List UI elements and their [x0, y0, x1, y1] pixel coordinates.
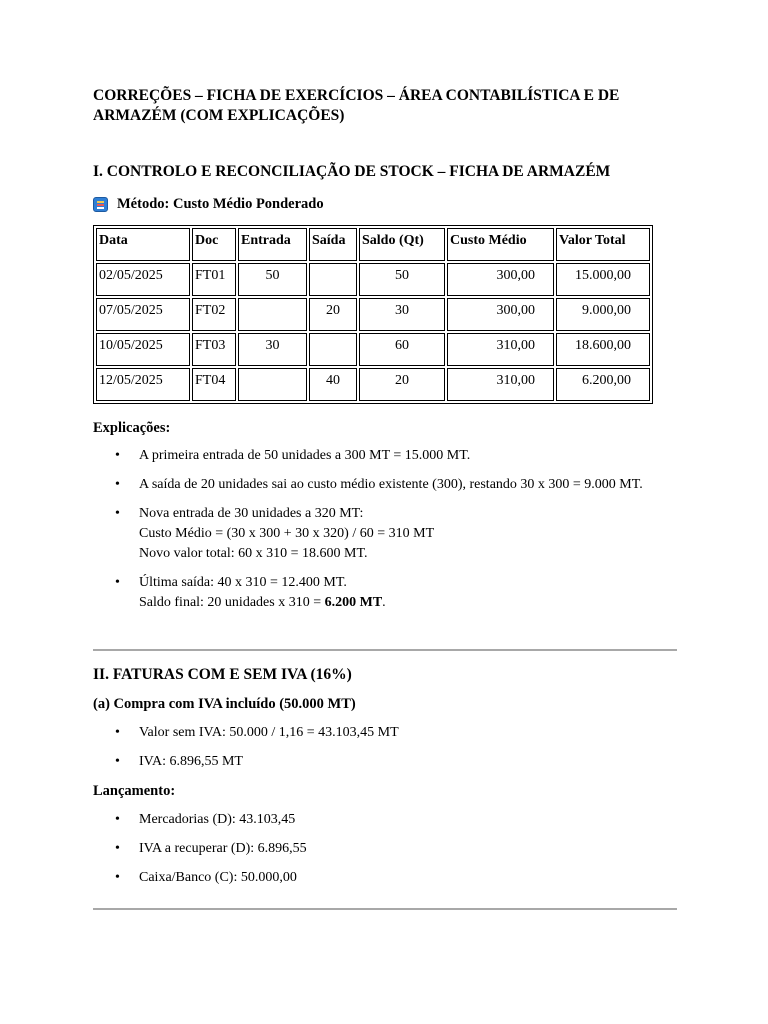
- explanation-item: [93, 573, 677, 613]
- explanation-item: [93, 475, 677, 495]
- entry-label: Lançamento:: [93, 783, 176, 799]
- table-cell: 310,00: [447, 333, 554, 366]
- table-header-cell: Saída: [309, 228, 357, 261]
- section-2-subheading: (a) Compra com IVA incluído (50.000 MT): [93, 696, 356, 712]
- table-header-cell: Doc: [192, 228, 236, 261]
- table-row: [96, 333, 650, 366]
- table-cell: 30: [238, 333, 307, 366]
- table-cell: 07/05/2025: [96, 298, 190, 331]
- iva-item: • IVA: 6.896,55 MT: [93, 752, 677, 772]
- table-cell: 310,00: [447, 368, 554, 401]
- document-title: CORREÇÕES – FICHA DE EXERCÍCIOS – ÁREA CONTABILÍSTICA E DE ARMAZÉM (COM EXPLICAÇÕES): [93, 87, 620, 124]
- table-cell: 10/05/2025: [96, 333, 190, 366]
- entry-item: • Mercadorias (D): 43.103,45: [93, 810, 677, 830]
- explanation-line: • A saída de 20 unidades sai ao custo médio existente (300), restando 30 x 300 = 9.000 MT.: [139, 477, 643, 492]
- explanation-line: Novo valor total: 60 x 310 = 18.600 MT.: [139, 546, 368, 561]
- explanation-text: .: [382, 595, 386, 610]
- table-header-cell: Data: [96, 228, 190, 261]
- method-label: Método: Custo Médio Ponderado: [117, 196, 324, 212]
- iva-items-list: [93, 723, 677, 781]
- table-cell: 20: [309, 298, 357, 331]
- method-line: [93, 195, 324, 213]
- table-cell: FT03: [192, 333, 236, 366]
- entries-list: [93, 810, 677, 897]
- section-divider: [93, 649, 677, 651]
- explanations-label: Explicações:: [93, 420, 171, 436]
- stock-table: [93, 225, 653, 404]
- explanations-list: [93, 446, 677, 622]
- table-cell: 50: [238, 263, 307, 296]
- explanation-line: • Nova entrada de 30 unidades a 320 MT:: [139, 506, 364, 521]
- table-header-cell: Custo Médio: [447, 228, 554, 261]
- table-header-cell: Saldo (Qt): [359, 228, 445, 261]
- section-1-heading: I. CONTROLO E RECONCILIAÇÃO DE STOCK – FICHA DE ARMAZÉM: [93, 163, 611, 180]
- table-cell: [309, 263, 357, 296]
- table-header-row: [96, 228, 650, 261]
- table-header-cell: Valor Total: [556, 228, 650, 261]
- table-cell: 60: [359, 333, 445, 366]
- explanation-emphasis: 6.200 MT: [324, 595, 383, 610]
- explanation-item: [93, 504, 677, 564]
- table-cell: 15.000,00: [556, 263, 650, 296]
- table-cell: 300,00: [447, 298, 554, 331]
- entry-item: • Caixa/Banco (C): 50.000,00: [93, 868, 677, 888]
- table-cell: 300,00: [447, 263, 554, 296]
- table-cell: 30: [359, 298, 445, 331]
- explanation-text: Saldo final: 20 unidades x 310 =: [139, 595, 325, 610]
- explanation-line: [139, 593, 677, 613]
- notepad-icon: [93, 197, 108, 212]
- table-cell: 6.200,00: [556, 368, 650, 401]
- table-cell: 40: [309, 368, 357, 401]
- explanation-line: Custo Médio = (30 x 300 + 30 x 320) / 60 = 310 MT: [139, 526, 435, 541]
- explanation-line: • Última saída: 40 x 310 = 12.400 MT.: [139, 575, 347, 590]
- table-cell: 9.000,00: [556, 298, 650, 331]
- table-cell: FT02: [192, 298, 236, 331]
- table-cell: [309, 333, 357, 366]
- section-divider-bottom: [93, 908, 677, 910]
- table-cell: FT04: [192, 368, 236, 401]
- table-cell: FT01: [192, 263, 236, 296]
- table-row: [96, 263, 650, 296]
- entry-item: • IVA a recuperar (D): 6.896,55: [93, 839, 677, 859]
- table-row: [96, 368, 650, 401]
- explanation-line: • A primeira entrada de 50 unidades a 300 MT = 15.000 MT.: [139, 448, 471, 463]
- table-cell: 20: [359, 368, 445, 401]
- table-cell: 18.600,00: [556, 333, 650, 366]
- table-header-cell: Entrada: [238, 228, 307, 261]
- table-cell: 50: [359, 263, 445, 296]
- table-cell: 12/05/2025: [96, 368, 190, 401]
- table-row: [96, 298, 650, 331]
- section-2-heading: II. FATURAS COM E SEM IVA (16%): [93, 666, 352, 683]
- explanation-item: [93, 446, 677, 466]
- table-cell: 02/05/2025: [96, 263, 190, 296]
- table-cell: [238, 368, 307, 401]
- table-cell: [238, 298, 307, 331]
- iva-item: • Valor sem IVA: 50.000 / 1,16 = 43.103,45 MT: [93, 723, 677, 743]
